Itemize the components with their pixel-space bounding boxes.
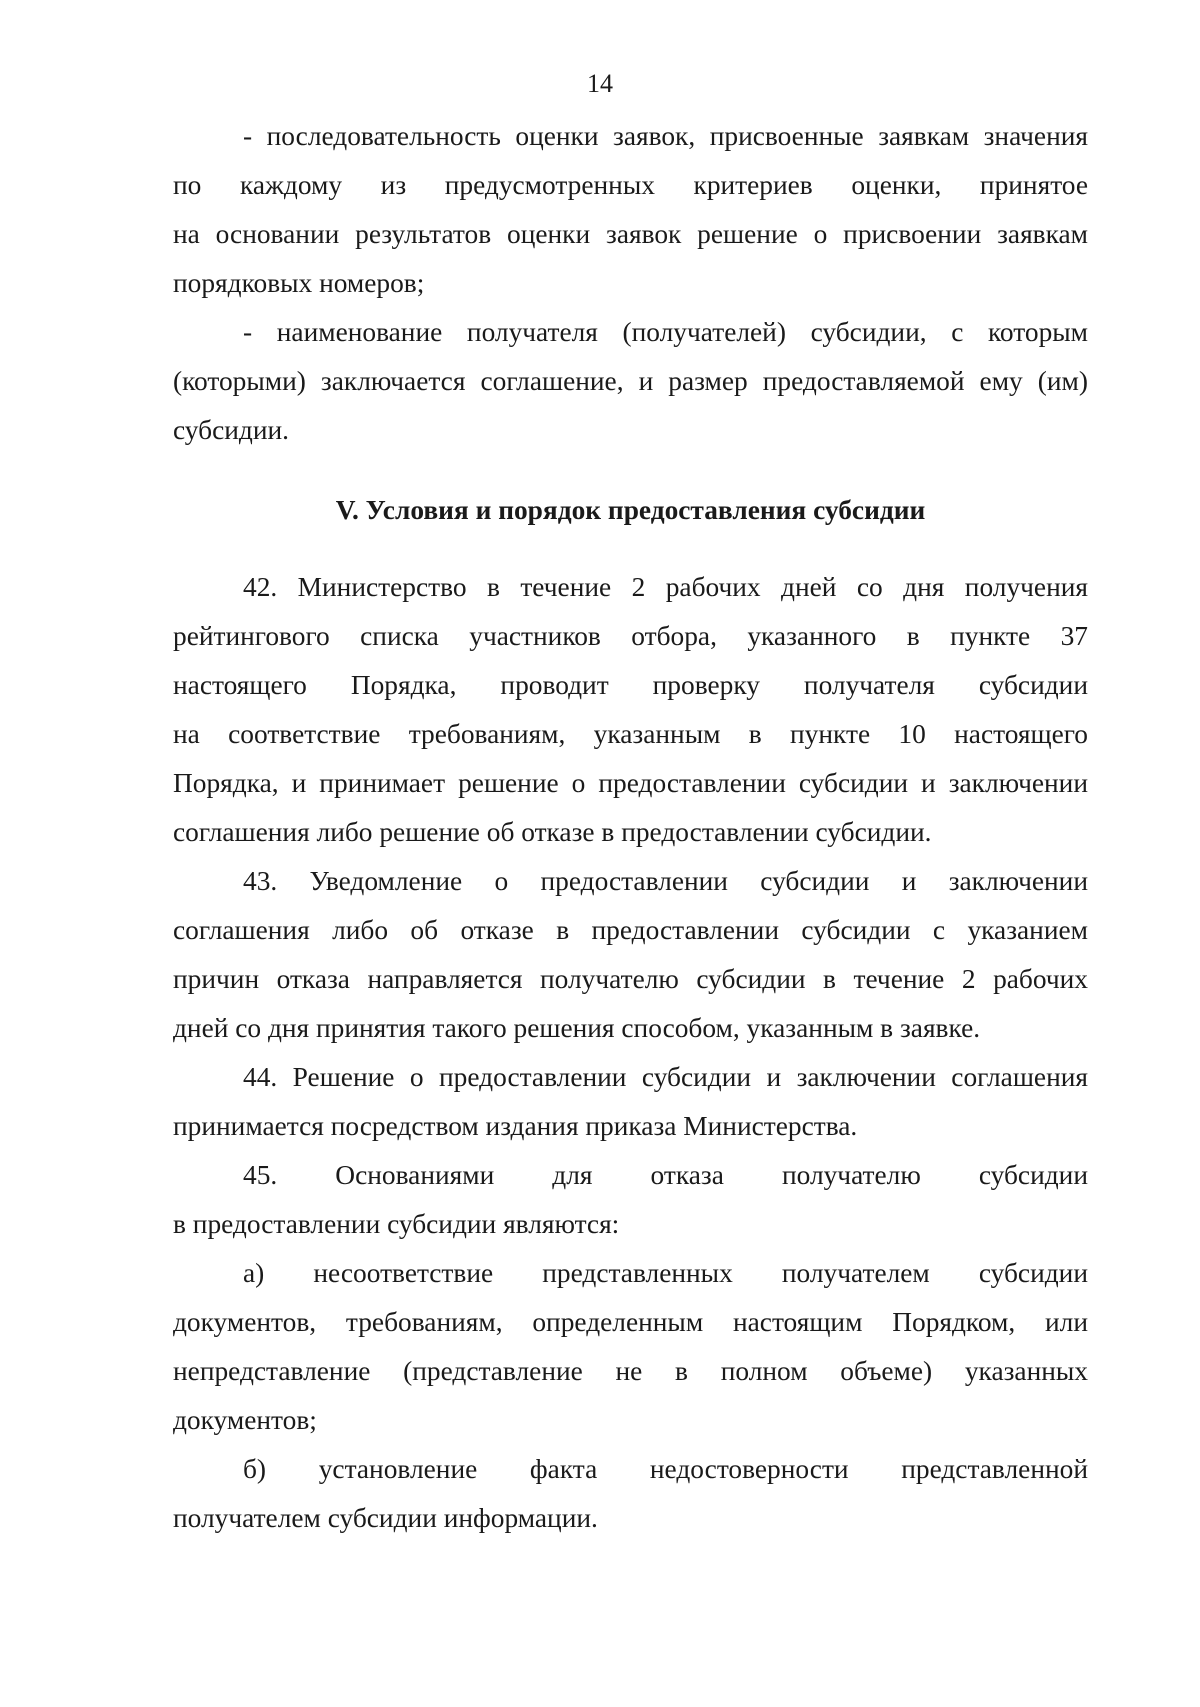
text-line: непредставление (представление не в полном объеме) указанных [173,1356,1088,1386]
paragraph-42 [173,563,1088,857]
paragraph-45 [173,1151,1088,1249]
text-line: причин отказа направляется получателю субсидии в течение 2 рабочих [173,964,1088,994]
text-line: (которыми) заключается соглашение, и размер предоставляемой ему (им) [173,366,1088,396]
text-line: - наименование получателя (получателей) субсидии, с которым [243,317,1088,347]
text-line: рейтингового списка участников отбора, указанного в пункте 37 [173,621,1088,651]
text-line: соглашения либо решение об отказе в предоставлении субсидии. [173,817,932,847]
text-line: соглашения либо об отказе в предоставлении субсидии с указанием [173,915,1088,945]
paragraph-43 [173,857,1088,1053]
text-line: субсидии. [173,415,289,445]
text-line: по каждому из предусмотренных критериев оценки, принятое [173,170,1088,200]
text-line: документов; [173,1405,317,1435]
page-number: 14 [587,69,613,98]
text-line: порядковых номеров; [173,268,425,298]
text-line: в предоставлении субсидии являются: [173,1209,620,1239]
document-body [173,112,1088,1543]
text-line: а) несоответствие представленных получателем субсидии [243,1258,1088,1288]
text-line: принимается посредством издания приказа Министерства. [173,1111,858,1141]
text-line: б) установление факта недостоверности представленной [243,1454,1088,1484]
text-line: - последовательность оценки заявок, присвоенные заявкам значения [243,121,1088,151]
section-heading: V. Условия и порядок предоставления субсидии [335,495,926,525]
paragraph-44 [173,1053,1088,1151]
paragraph-item-a [173,1249,1088,1445]
text-line: документов, требованиям, определенным настоящим Порядком, или [173,1307,1088,1337]
text-line: 42. Министерство в течение 2 рабочих дней со дня получения [243,572,1088,602]
text-line: получателем субсидии информации. [173,1503,598,1533]
text-line: 45. Основаниями для отказа получателю субсидии [243,1160,1088,1190]
paragraph-item-b [173,1445,1088,1543]
text-line: дней со дня принятия такого решения способом, указанным в заявке. [173,1013,981,1043]
text-line: на соответствие требованиям, указанным в пункте 10 настоящего [173,719,1088,749]
text-line: настоящего Порядка, проводит проверку получателя субсидии [173,670,1088,700]
paragraph-evaluation-sequence [173,112,1088,308]
text-line: Порядка, и принимает решение о предоставлении субсидии и заключении [173,768,1088,798]
text-line: на основании результатов оценки заявок решение о присвоении заявкам [173,219,1088,249]
text-line: 43. Уведомление о предоставлении субсидии и заключении [243,866,1088,896]
text-line: 44. Решение о предоставлении субсидии и заключении соглашения [243,1062,1088,1092]
paragraph-recipient-name [173,308,1088,455]
